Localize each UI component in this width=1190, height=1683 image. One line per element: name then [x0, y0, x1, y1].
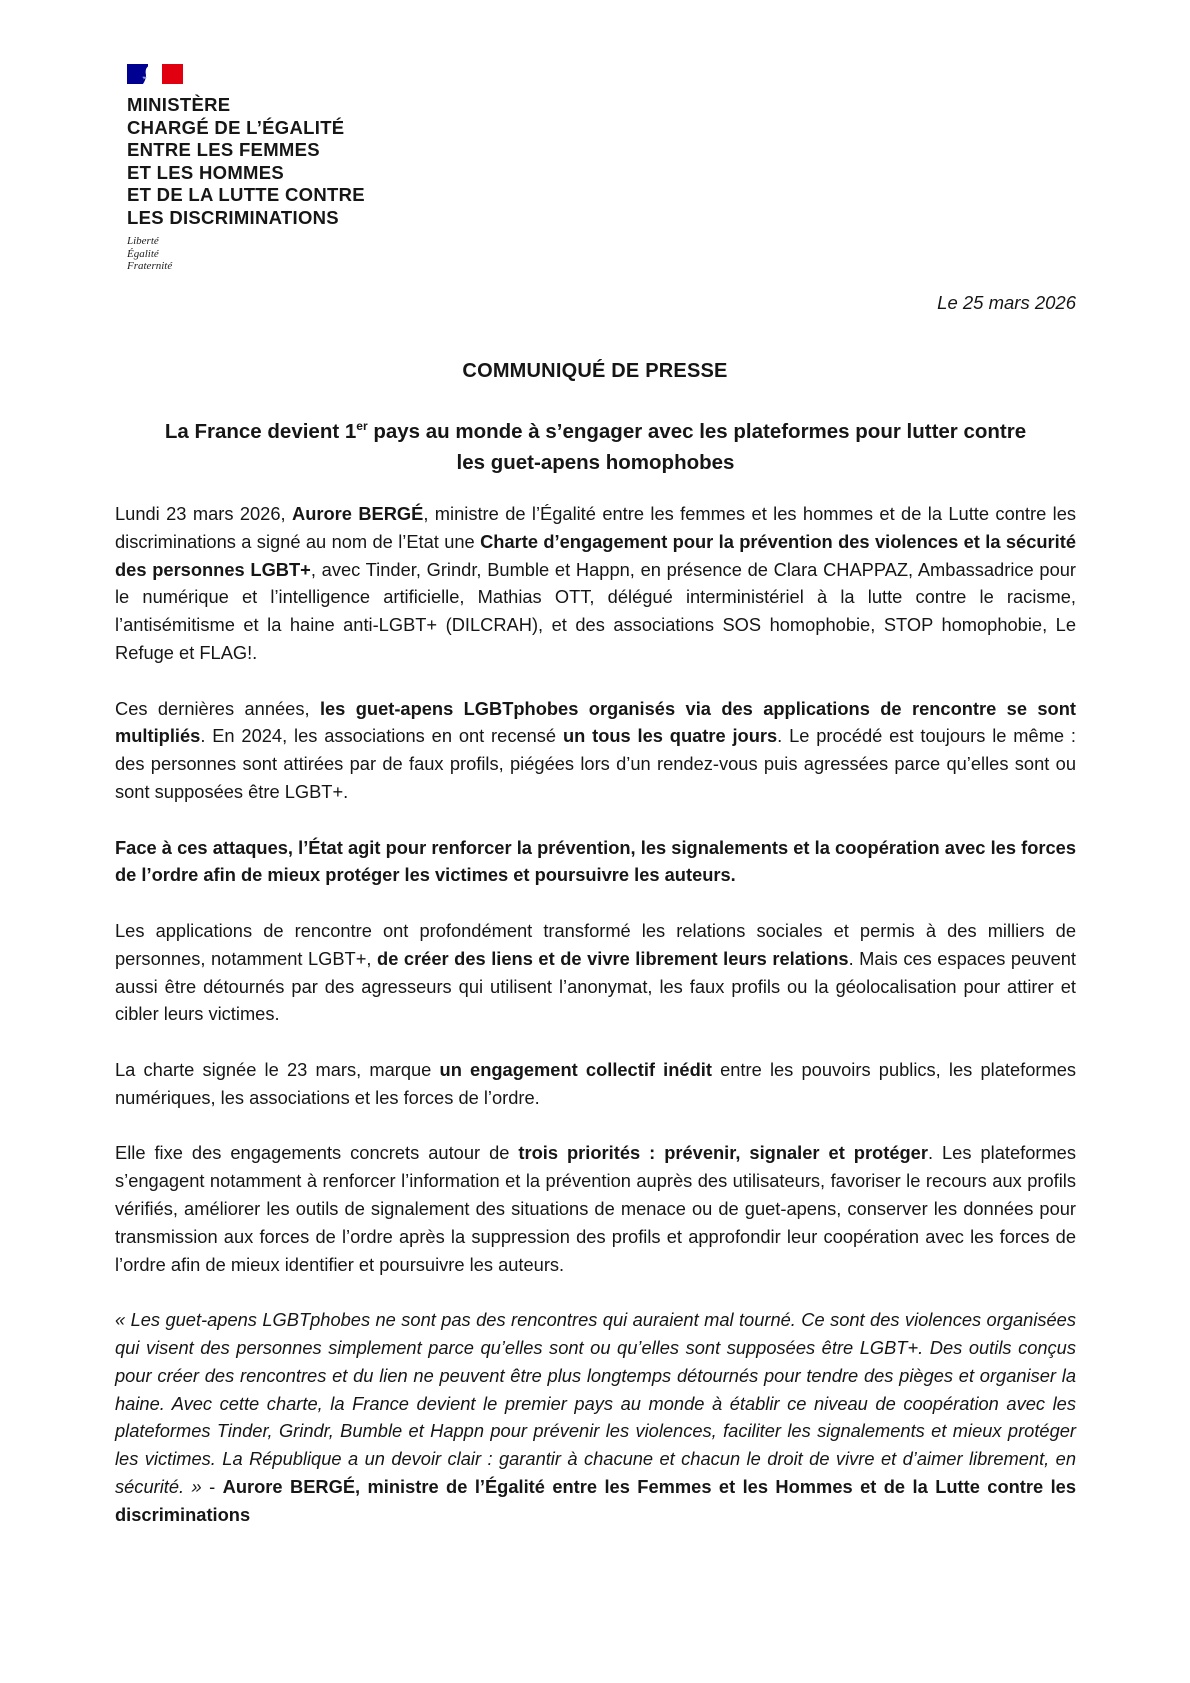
- text-segment: , avec Tinder, Grindr, Bumble et Happn, en présence de Clara CHAPPAZ, Ambassadrice pour le numérique et l’intelligence artificielle, Mathias OTT, délégué interministériel à la lutte contre le racisme, l’antisémitisme et la haine anti-LGBT+ (DILCRAH), et des associations SOS homophobie, STOP homophobie, Le Refuge et FLAG!.: [115, 558, 1077, 663]
- ministry-line: CHARGÉ DE L’ÉGALITÉ: [127, 116, 345, 138]
- text-segment: . Le procédé est toujours le même : des personnes sont attirées par de faux profils, piégées lors d’un rendez-vous puis agressées parce qu’elles sont ou sont supposées être LGBT+.: [115, 725, 1077, 802]
- republic-motto: [127, 235, 417, 273]
- motto-fraternite: Fraternité: [127, 260, 173, 272]
- text-segment: . Les plateformes s’engagent notamment à renforcer l’information et la prévention auprès des utilisateurs, favoriser le recours aux profils vérifiés, améliorer les outils de signalement des situations de menace ou de guet-apens, conserver les données pour transmission aux forces de l’ordre après la suppression des profils et approfondir leur coopération avec les forces de l’ordre afin de mieux identifier et poursuivre les auteurs.: [115, 1142, 1076, 1275]
- ministry-name: [127, 94, 417, 229]
- title-part1: La France devient 1: [164, 420, 357, 443]
- bold-segment: de créer des liens et de vivre librement leurs relations: [377, 947, 849, 969]
- text-segment: Ces dernières années,: [115, 697, 320, 719]
- ministry-line: MINISTÈRE: [127, 94, 231, 115]
- press-release-heading: COMMUNIQUÉ DE PRESSE: [462, 360, 728, 382]
- ministry-line: LES DISCRIMINATIONS: [127, 206, 339, 228]
- paragraph: [115, 1139, 1076, 1278]
- text-segment: . Mais ces espaces peuvent aussi être détournés par des agresseurs qui utilisent l’anonymat, les faux profils ou la géolocalisation pour attirer et cibler leurs victimes.: [115, 947, 1076, 1025]
- text-segment: La charte signée le 23 mars, marque: [115, 1058, 440, 1080]
- document-title: [115, 416, 1076, 478]
- title-part2: pays au monde à s’engager avec les plateformes pour lutter contre: [367, 420, 1027, 443]
- paragraph: [115, 500, 1076, 667]
- ministry-line: ET DE LA LUTTE CONTRE: [127, 184, 365, 205]
- flag-red-band: [162, 64, 183, 84]
- bold-segment: trois priorités : prévenir, signaler et protéger: [518, 1142, 928, 1164]
- quote-text: « Les guet-apens LGBTphobes ne sont pas des rencontres qui auraient mal tourné. Ce sont des violences organisées qui visent des personnes simplement parce qu’elles sont ou qu’elles sont supposées être LGBT+. Des outils conçus pour créer des rencontres et du lien ne peuvent être plus longtemps détournés pour tendre des pièges et organiser la haine. Avec cette charte, la France devient le premier pays au monde à établir ce niveau de coopération avec les plateformes Tinder, Grindr, Bumble et Happn pour prévenir les violences, faciliter les signalements et mieux protéger les victimes. La République a un devoir clair : garantir à chacune et chacun le droit de vivre et d’aimer librement, en sécurité. »: [115, 1309, 1076, 1497]
- text-segment: Les applications de rencontre ont profondément transformé les relations sociales et permis à des milliers de personnes, notamment LGBT+,: [115, 919, 1076, 969]
- paragraph: [115, 917, 1076, 1028]
- title-superscript: er: [356, 419, 368, 434]
- release-date: Le 25 mars 2026: [937, 292, 1076, 313]
- ministry-logo: [127, 64, 417, 273]
- text-segment: . En 2024, les associations en ont recensé: [200, 725, 563, 747]
- text-segment: , ministre de l’Égalité entre les femmes et les hommes et de la Lutte contre les discriminations a signé au nom de l’Etat une: [115, 503, 1076, 552]
- bold-segment: Face à ces attaques, l’État agit pour renforcer la prévention, les signalements et la coopération avec les forces de l’ordre afin de mieux protéger les victimes et poursuivre les auteurs.: [115, 836, 1076, 886]
- marianne-flag-icon: [127, 64, 183, 84]
- paragraph: [115, 1056, 1076, 1112]
- bold-segment: les guet-apens LGBTphobes organisés via des applications de rencontre se sont multipliés: [115, 697, 1076, 747]
- body-text: [115, 500, 1076, 1556]
- ministry-line: ET LES HOMMES: [127, 161, 285, 183]
- motto-liberte: Liberté: [127, 235, 159, 247]
- bold-segment: un engagement collectif inédit: [439, 1058, 712, 1080]
- bold-segment: Aurore BERGÉ: [292, 503, 424, 524]
- paragraph-bold: [115, 834, 1076, 890]
- paragraph: [115, 695, 1076, 806]
- quote-attribution: Aurore BERGÉ, ministre de l’Égalité entre les Femmes et les Hommes et de la Lutte contre les discriminations: [115, 1475, 1077, 1525]
- ministry-line: ENTRE LES FEMMES: [127, 139, 320, 160]
- marianne-profile-icon: [140, 65, 162, 84]
- text-segment: Lundi 23 mars 2026,: [115, 503, 292, 524]
- text-segment: Elle fixe des engagements concrets autour de: [115, 1142, 519, 1164]
- title-line2: les guet-apens homophobes: [456, 451, 735, 474]
- motto-egalite: Égalité: [127, 247, 159, 260]
- bold-segment: un tous les quatre jours: [562, 725, 778, 747]
- text-segment: entre les pouvoirs publics, les plateformes numériques, les associations et les forces de l’ordre.: [115, 1058, 1076, 1108]
- quote-separator: -: [201, 1475, 223, 1497]
- bold-segment: Charte d’engagement pour la prévention des violences et la sécurité des personnes LGBT+: [115, 530, 1076, 580]
- minister-quote: [115, 1306, 1076, 1528]
